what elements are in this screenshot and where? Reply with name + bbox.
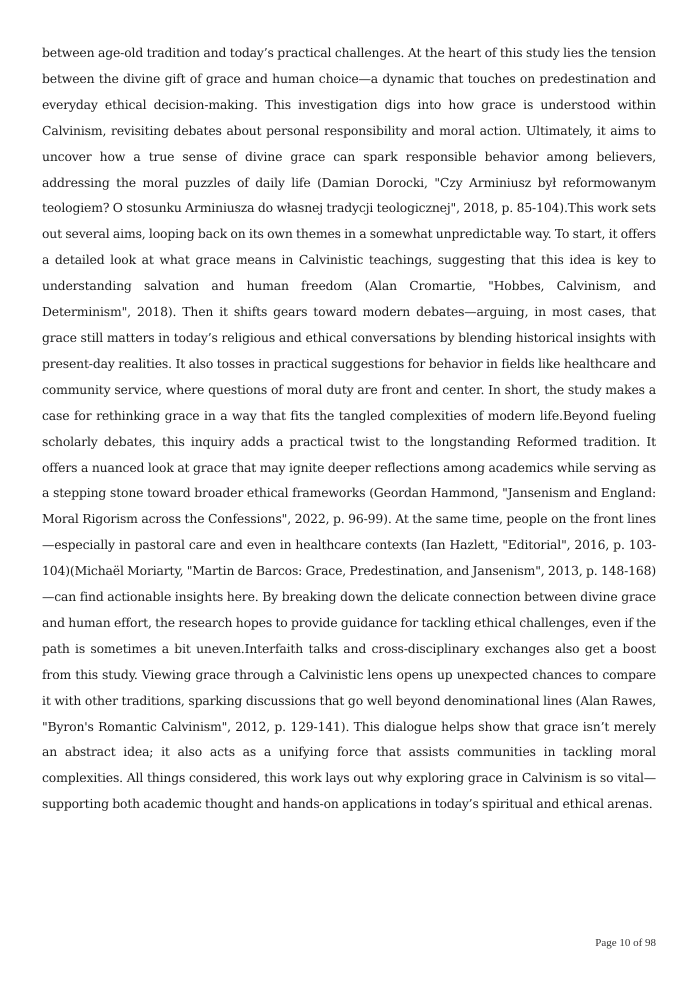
body-paragraph: between age-old tradition and today’s practical challenges. At the heart of this study lies the tension between the divine gift of grace and human choice—a dynamic that touches on predestination and everyday ethical decision-making. This investigation digs into how grace is understood within Calvinism, revisiting debates about personal responsibility and moral action. Ultimately, it aims to uncover how a true sense of divine grace can spark responsible behavior among believers, addressing the moral puzzles of daily life (Damian Dorocki, "Czy Arminiusz był reformowanym teologiem? O stosunku Arminiusza do własnej tradycji teologicznej", 2018, p. 85-104).This work sets out several aims, looping back on its own themes in a somewhat unpredictable way. To start, it offers a detailed look at what grace means in Calvinistic teachings, suggesting that this idea is key to understanding salvation and human freedom (Alan Cromartie, "Hobbes, Calvinism, and Determinism", 2018). Then it shifts gears toward modern debates—arguing, in most cases, that grace still matters in today’s religious and ethical conversations by blending historical insights with present-day realities. It also tosses in practical suggestions for behavior in fields like healthcare and community service, where questions of moral duty are front and center. In short, the study makes a case for rethinking grace in a way that fits the tangled complexities of modern life.Beyond fueling scholarly debates, this inquiry adds a practical twist to the longstanding Reformed tradition. It offers a nuanced look at grace that may ignite deeper reflections among academics while serving as a stepping stone toward broader ethical frameworks (Geordan Hammond, "Jansenism and England: Moral Rigorism across the Confessions", 2022, p. 96-99). At the same time, people on the front lines—especially in pastoral care and even in healthcare contexts (Ian Hazlett, "Editorial", 2016, p. 103-104)(Michaël Moriarty, "Martin de Barcos: Grace, Predestination, and Jansenism", 2013, p. 148-168)—can find actionable insights here. By breaking down the delicate connection between divine grace and human effort, the research hopes to provide guidance for tackling ethical challenges, even if the path is sometimes a bit uneven.Interfaith talks and cross-disciplinary exchanges also get a boost from this study. Viewing grace through a Calvinistic lens opens up unexpected chances to compare it with other traditions, sparking discussions that go well beyond denominational lines (Alan Rawes, "Byron's Romantic Calvinism", 2012, p. 129-141). This dialogue helps show that grace isn’t merely an abstract idea; it also acts as a unifying force that assists communities in tackling moral complexities. All things considered, this work lays out why exploring grace in Calvinism is so vital—supporting both academic thought and hands-on applications in today’s spiritual and ethical arenas. [42, 45, 656, 812]
page-number: Page 10 of 98 [595, 937, 656, 949]
